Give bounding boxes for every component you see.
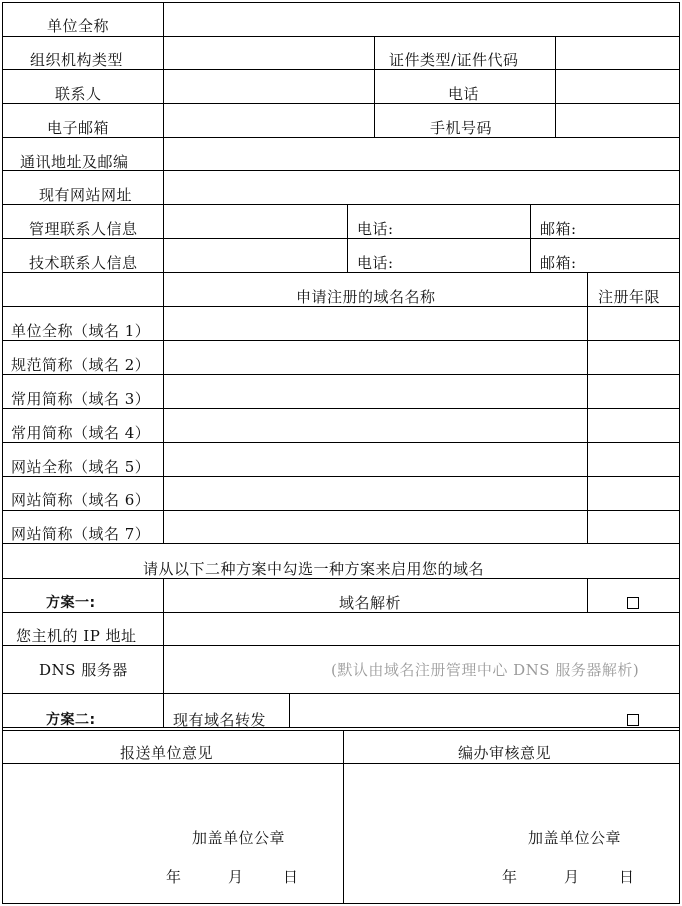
domain-row-label: 常用简称（域名 3） [11, 390, 151, 408]
domain-row-label: 网站全称（域名 5） [11, 458, 151, 476]
right-opinion-title: 编办审核意见 [458, 744, 552, 762]
plan1-option: 域名解析 [339, 594, 402, 612]
column-divider [587, 578, 588, 612]
label-phone: 电话 [448, 85, 480, 103]
plans-instruction: 请从以下二种方案中勾选一种方案来启用您的域名 [143, 560, 485, 578]
domain-name-field-2[interactable] [164, 341, 587, 374]
label-admin-contact: 管理联系人信息 [29, 220, 138, 238]
domain-row-label: 常用简称（域名 4） [11, 424, 151, 442]
domain-name-field-6[interactable] [164, 477, 587, 510]
ip-field[interactable] [164, 613, 679, 645]
years-header: 注册年限 [598, 288, 661, 306]
label-mobile: 手机号码 [430, 119, 493, 137]
column-divider [374, 36, 375, 137]
right-day: 日 [619, 868, 635, 886]
label-dns: DNS 服务器 [39, 661, 128, 679]
label-ip: 您主机的 IP 地址 [16, 627, 137, 645]
domains-header: 申请注册的域名名称 [296, 288, 436, 306]
label-tech-phone: 电话: [357, 254, 394, 272]
column-divider [587, 272, 588, 543]
column-divider [530, 204, 531, 272]
plan2-checkbox[interactable] [627, 714, 639, 726]
right-year: 年 [502, 868, 518, 886]
left-seal-text: 加盖单位公章 [192, 829, 286, 847]
left-opinion-title: 报送单位意见 [120, 744, 214, 762]
domain-name-field-1[interactable] [164, 307, 587, 340]
plan2-label: 方案二: [46, 712, 96, 728]
org-full-name-field[interactable] [164, 3, 679, 36]
column-divider [163, 578, 164, 727]
domain-row-label: 单位全称（域名 1） [11, 322, 151, 340]
domain-name-field-5[interactable] [164, 443, 587, 476]
left-day: 日 [283, 868, 299, 886]
divider [2, 730, 680, 731]
email-field[interactable] [164, 104, 374, 137]
label-admin-phone: 电话: [357, 220, 394, 238]
label-address: 通讯地址及邮编 [20, 153, 129, 171]
domain-row-label: 规范简称（域名 2） [11, 356, 151, 374]
forward-domain-field[interactable] [290, 694, 679, 727]
dns-note: (默认由域名注册管理中心 DNS 服务器解析) [331, 661, 640, 679]
divider [2, 543, 680, 544]
cert-field[interactable] [556, 37, 679, 69]
label-contact: 联系人 [55, 85, 102, 103]
mobile-field[interactable] [556, 104, 679, 137]
column-divider [347, 204, 348, 272]
label-admin-email: 邮箱: [540, 220, 577, 238]
domain-row-label: 网站简称（域名 6） [11, 491, 151, 509]
divider [2, 272, 680, 273]
domain-name-field-3[interactable] [164, 375, 587, 408]
label-tech-email: 邮箱: [540, 254, 577, 272]
label-tech-contact: 技术联系人信息 [29, 254, 138, 272]
right-seal-text: 加盖单位公章 [528, 829, 622, 847]
divider [2, 645, 680, 646]
domain-name-field-4[interactable] [164, 409, 587, 442]
admin-contact-field[interactable] [164, 205, 347, 238]
divider [2, 578, 680, 579]
label-cert: 证件类型/证件代码 [389, 51, 519, 69]
website-field[interactable] [164, 171, 679, 204]
plan2-option: 现有域名转发 [173, 711, 267, 729]
contact-field[interactable] [164, 70, 374, 103]
label-email: 电子邮箱 [47, 119, 110, 137]
right-month: 月 [564, 868, 580, 886]
domain-row-label: 网站简称（域名 7） [11, 525, 151, 543]
phone-field[interactable] [556, 70, 679, 103]
divider [2, 727, 680, 728]
left-month: 月 [228, 868, 244, 886]
tech-contact-field[interactable] [164, 239, 347, 272]
org-type-field[interactable] [164, 37, 374, 69]
label-org-full-name: 单位全称 [47, 17, 110, 35]
border-right [679, 2, 680, 904]
border-bottom [2, 903, 680, 904]
label-website: 现有网站网址 [39, 186, 133, 204]
label-org-type: 组织机构类型 [30, 51, 124, 69]
domain-name-field-7[interactable] [164, 511, 587, 543]
plan1-label: 方案一: [46, 595, 96, 611]
left-year: 年 [166, 868, 182, 886]
plan1-checkbox[interactable] [627, 597, 639, 609]
address-field[interactable] [164, 138, 679, 170]
